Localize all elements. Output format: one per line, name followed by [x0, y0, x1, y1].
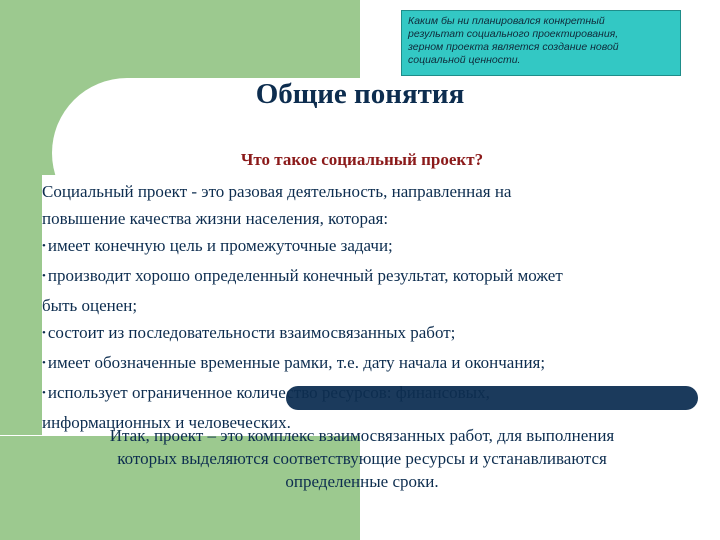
- definition-text: [42, 178, 692, 436]
- slide-subtitle: Что такое социальный проект?: [240, 150, 484, 169]
- conclusion-line: Итак, проект – это комплекс взаимосвязанных работ, для выполнения: [109, 426, 615, 445]
- bullet-text: состоит из последовательности взаимосвязанных работ;: [47, 323, 456, 342]
- intro-line: Социальный проект - это разовая деятельность, направленная на: [42, 182, 512, 201]
- bullet-continuation: информационных и человеческих.: [42, 413, 291, 432]
- bullet-marker: •: [42, 270, 46, 282]
- note-box: [401, 10, 681, 76]
- bullet-marker: •: [42, 327, 46, 339]
- bullet-marker: •: [42, 357, 46, 369]
- bullet-item: [42, 319, 692, 349]
- note-line: социальной ценности.: [408, 54, 521, 66]
- bullet-text: производит хорошо определенный конечный результат, который может: [47, 266, 563, 285]
- bullet-text: использует ограниченное количество ресурсов: финансовых,: [47, 383, 490, 402]
- bullet-text: имеет обозначенные временные рамки, т.е. дату начала и окончания;: [47, 353, 546, 372]
- note-line: Каким бы ни планировался конкретный: [408, 15, 605, 27]
- bullet-item: [42, 232, 692, 262]
- bullet-marker: •: [42, 387, 46, 399]
- conclusion-line: которых выделяются соответствующие ресурсы и устанавливаются: [117, 449, 607, 468]
- bullet-text: имеет конечную цель и промежуточные задачи;: [47, 236, 393, 255]
- bullet-item: [42, 349, 692, 379]
- note-line: зерном проекта является создание новой: [408, 41, 619, 53]
- bullet-item: [42, 262, 692, 292]
- bullet-item: [42, 379, 692, 409]
- bullet-continuation: быть оценен;: [42, 296, 138, 315]
- conclusion-line: определенные сроки.: [285, 472, 439, 491]
- conclusion-text: [42, 424, 682, 493]
- slide-title: Общие понятия: [255, 78, 465, 110]
- bullet-marker: •: [42, 240, 46, 252]
- intro-line: повышение качества жизни населения, которая:: [42, 209, 389, 228]
- green-left-strip: [0, 175, 42, 435]
- note-line: результат социального проектирования,: [408, 28, 619, 40]
